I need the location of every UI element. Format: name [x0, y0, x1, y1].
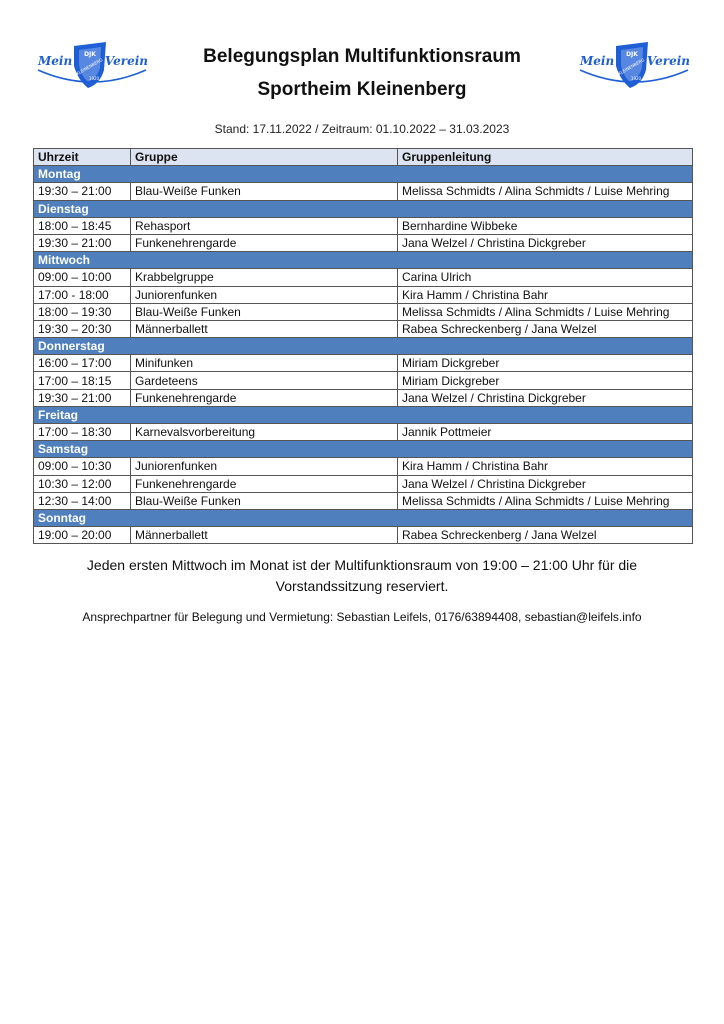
cell-group: Blau-Weiße Funken [131, 183, 398, 200]
notice-line-1: Jeden ersten Mittwoch im Monat ist der Multifunktionsraum von 19:00 – 21:00 Uhr für die [86, 557, 638, 573]
cell-leader: Melissa Schmidts / Alina Schmidts / Luise Mehring [398, 183, 693, 200]
cell-leader: Rabea Schreckenberg / Jana Welzel [398, 527, 693, 544]
svg-text:1920: 1920 [630, 76, 642, 81]
page-subtitle: Sportheim Kleinenberg [257, 79, 467, 100]
logo-word-right: Verein [646, 54, 690, 68]
svg-text:DJK: DJK [626, 51, 638, 58]
table-row [34, 527, 693, 544]
page-title: Belegungsplan Multifunktionsraum [203, 46, 521, 67]
day-name: Montag [34, 166, 693, 183]
logo-word-right: Verein [104, 54, 148, 68]
cell-group: Funkenehrengarde [131, 234, 398, 251]
cell-group: Männerballett [131, 527, 398, 544]
cell-time: 09:00 – 10:00 [34, 269, 131, 286]
table-row [34, 269, 693, 286]
cell-leader: Miriam Dickgreber [398, 372, 693, 389]
cell-time: 09:00 – 10:30 [34, 458, 131, 475]
table-row [34, 234, 693, 251]
cell-time: 17:00 – 18:15 [34, 372, 131, 389]
day-header-row [34, 406, 693, 423]
day-header-row [34, 338, 693, 355]
cell-leader: Jana Welzel / Christina Dickgreber [398, 475, 693, 492]
cell-group: Funkenehrengarde [131, 475, 398, 492]
day-header-row [34, 252, 693, 269]
table-row [34, 320, 693, 337]
cell-group: Gardeteens [131, 372, 398, 389]
cell-time: 19:30 – 21:00 [34, 389, 131, 406]
table-row [34, 217, 693, 234]
cell-leader: Jannik Pottmeier [398, 424, 693, 441]
table-row [34, 372, 693, 389]
svg-text:1920: 1920 [88, 76, 100, 81]
cell-time: 19:30 – 21:00 [34, 183, 131, 200]
table-row [34, 492, 693, 509]
table-row [34, 458, 693, 475]
cell-group: Blau-Weiße Funken [131, 303, 398, 320]
cell-time: 18:00 – 18:45 [34, 217, 131, 234]
logo-word-left: Mein [580, 54, 615, 68]
svg-text:KLEINENBERG: KLEINENBERG [75, 57, 104, 77]
cell-leader: Kira Hamm / Christina Bahr [398, 458, 693, 475]
cell-group: Rehasport [131, 217, 398, 234]
cell-leader: Bernhardine Wibbeke [398, 217, 693, 234]
cell-group: Juniorenfunken [131, 286, 398, 303]
schedule-table [33, 148, 693, 544]
cell-leader: Carina Ulrich [398, 269, 693, 286]
day-header-row [34, 200, 693, 217]
cell-time: 19:30 – 21:00 [34, 234, 131, 251]
cell-time: 18:00 – 19:30 [34, 303, 131, 320]
contact-info: Ansprechpartner für Belegung und Vermietung: Sebastian Leifels, 0176/63894408, sebastian@leifels.info [82, 610, 642, 624]
day-header-row [34, 441, 693, 458]
cell-leader: Jana Welzel / Christina Dickgreber [398, 389, 693, 406]
cell-time: 19:00 – 20:00 [34, 527, 131, 544]
cell-leader: Melissa Schmidts / Alina Schmidts / Luise Mehring [398, 303, 693, 320]
cell-leader: Jana Welzel / Christina Dickgreber [398, 234, 693, 251]
cell-leader: Kira Hamm / Christina Bahr [398, 286, 693, 303]
cell-leader: Rabea Schreckenberg / Jana Welzel [398, 320, 693, 337]
cell-group: Juniorenfunken [131, 458, 398, 475]
cell-group: Funkenehrengarde [131, 389, 398, 406]
day-header-row [34, 166, 693, 183]
table-row [34, 424, 693, 441]
day-name: Sonntag [34, 509, 693, 526]
cell-group: Blau-Weiße Funken [131, 492, 398, 509]
cell-time: 12:30 – 14:00 [34, 492, 131, 509]
table-row [34, 286, 693, 303]
stand-date-line: Stand: 17.11.2022 / Zeitraum: 01.10.2022 – 31.03.2023 [214, 122, 510, 136]
notice-line-2: Vorstandssitzung reserviert. [275, 578, 449, 594]
day-name: Freitag [34, 406, 693, 423]
cell-time: 17:00 - 18:00 [34, 286, 131, 303]
cell-group: Krabbelgruppe [131, 269, 398, 286]
table-row [34, 355, 693, 372]
table-row [34, 303, 693, 320]
cell-time: 10:30 – 12:00 [34, 475, 131, 492]
cell-leader: Melissa Schmidts / Alina Schmidts / Luise Mehring [398, 492, 693, 509]
day-header-row [34, 509, 693, 526]
svg-text:DJK: DJK [84, 51, 96, 58]
cell-group: Karnevalsvorbereitung [131, 424, 398, 441]
cell-leader: Miriam Dickgreber [398, 355, 693, 372]
table-row [34, 183, 693, 200]
day-name: Donnerstag [34, 338, 693, 355]
day-name: Mittwoch [34, 252, 693, 269]
table-row [34, 389, 693, 406]
notice-text [0, 555, 724, 597]
cell-time: 19:30 – 20:30 [34, 320, 131, 337]
column-header-time: Uhrzeit [34, 149, 131, 166]
cell-time: 16:00 – 17:00 [34, 355, 131, 372]
cell-group: Männerballett [131, 320, 398, 337]
cell-time: 17:00 – 18:30 [34, 424, 131, 441]
cell-group: Minifunken [131, 355, 398, 372]
day-name: Dienstag [34, 200, 693, 217]
table-row [34, 475, 693, 492]
day-name: Samstag [34, 441, 693, 458]
svg-text:KLEINENBERG: KLEINENBERG [617, 57, 646, 77]
table-header-row [34, 149, 693, 166]
column-header-leader: Gruppenleitung [398, 149, 693, 166]
column-header-group: Gruppe [131, 149, 398, 166]
logo-word-left: Mein [38, 54, 73, 68]
